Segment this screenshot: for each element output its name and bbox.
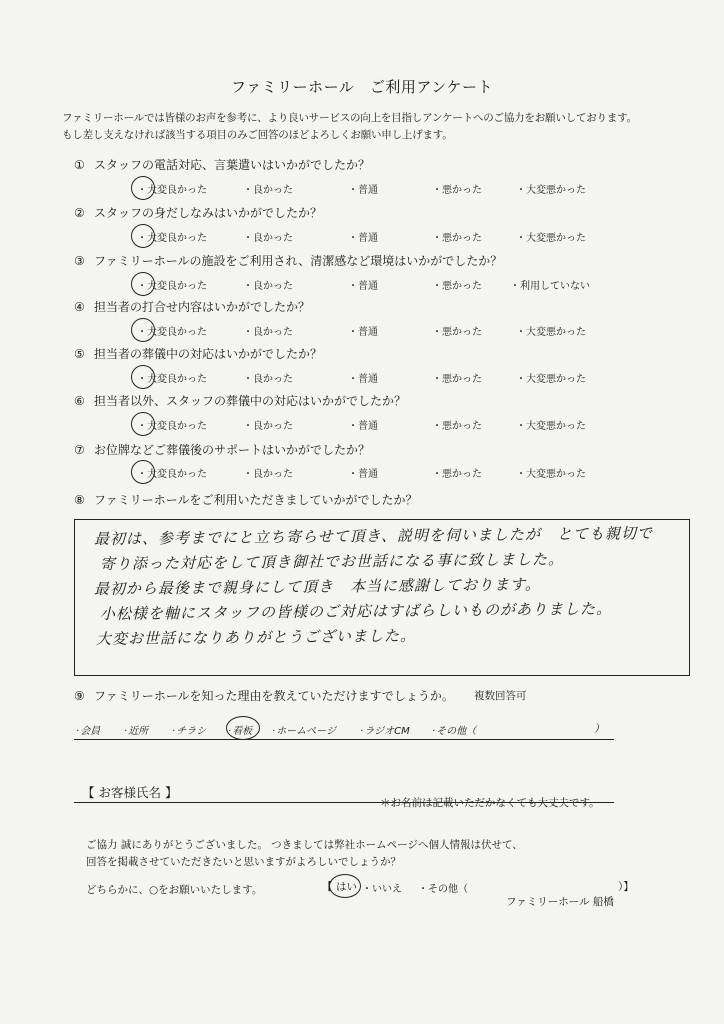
- q6-option-5[interactable]: ・ 大変悪かった: [516, 417, 586, 432]
- q4-option-4[interactable]: ・ 悪かった: [432, 323, 482, 338]
- q6-option-2[interactable]: ・ 良かった: [243, 417, 293, 432]
- q2-option-1[interactable]: ・ 大変良かった: [137, 229, 207, 244]
- consent-prompt: どちらかに、○をお願いいたします。: [86, 884, 263, 896]
- question-4-number: ④: [74, 300, 85, 314]
- q3-option-3[interactable]: ・ 普通: [348, 277, 378, 292]
- q5-option-2[interactable]: ・ 良かった: [243, 370, 293, 385]
- question-1-text: スタッフの電話対応、言葉遣いはいかがでしたか？: [94, 158, 371, 172]
- q9-option-signboard[interactable]: · 看板: [228, 722, 252, 737]
- closing-line-1: ご協力 誠にありがとうございました。 つきましては弊社ホームページへ個人情報は伏せて、: [86, 839, 523, 851]
- consent-bracket-open: 【: [322, 881, 333, 893]
- q6-option-4[interactable]: ・ 悪かった: [432, 417, 482, 432]
- q7-option-3[interactable]: ・ 普通: [348, 465, 378, 480]
- q3-option-2[interactable]: ・ 良かった: [243, 277, 293, 292]
- question-6-number: ⑥: [74, 394, 85, 408]
- question-3-number: ③: [74, 254, 85, 268]
- q6-option-1[interactable]: ・ 大変良かった: [137, 417, 207, 432]
- q7-option-5[interactable]: ・ 大変悪かった: [516, 465, 586, 480]
- q9-option-radio-cm[interactable]: · ラジオCM: [360, 722, 410, 737]
- q7-option-2[interactable]: ・ 良かった: [243, 465, 293, 480]
- q3-option-5[interactable]: ・ 利用していない: [510, 277, 590, 292]
- q9-option-member[interactable]: · 会員: [76, 722, 100, 737]
- q1-selected-circle: [131, 176, 155, 200]
- q9-option-other[interactable]: · その他（: [432, 722, 476, 737]
- question-4-text: 担当者の打合せ内容はいかがでしたか？: [94, 300, 311, 314]
- q9-option-nearby[interactable]: · 近所: [124, 722, 148, 737]
- question-6: [74, 392, 406, 409]
- consent-other[interactable]: ・ その他（: [418, 880, 468, 895]
- question-5-number: ⑤: [74, 347, 85, 361]
- multiple-answers-note: 複数回答可: [474, 690, 527, 702]
- q1-option-2[interactable]: ・ 良かった: [243, 181, 293, 196]
- closing-line-2: 回答を掲載させていただきたいと思いますがよろしいでしょうか？: [86, 856, 401, 868]
- q9-selected-circle: [226, 716, 260, 740]
- q2-option-2[interactable]: ・ 良かった: [243, 229, 293, 244]
- question-8-number: ⑧: [74, 493, 85, 507]
- q7-option-1[interactable]: ・ 大変良かった: [137, 465, 207, 480]
- intro-line-2: もし差し支えなければ該当する項目のみご回答のほどよろしくお願い申し上げます。: [62, 129, 453, 141]
- q5-option-4[interactable]: ・ 悪かった: [432, 370, 482, 385]
- q2-option-5[interactable]: ・ 大変悪かった: [516, 229, 586, 244]
- question-6-text: 担当者以外、スタッフの葬儀中の対応はいかがでしたか？: [94, 394, 407, 408]
- q9-underline: [74, 739, 614, 740]
- intro-line-1: ファミリーホールでは皆様のお声を参考に、より良いサービスの向上を目指しアンケートへのご協力をお願いしております。: [62, 112, 637, 124]
- question-2: [74, 204, 322, 221]
- question-5: [74, 345, 322, 362]
- q1-option-3[interactable]: ・ 普通: [348, 181, 378, 196]
- consent-no[interactable]: ・ いいえ: [362, 880, 402, 895]
- question-7-number: ⑦: [74, 443, 85, 457]
- q3-option-1[interactable]: ・ 大変良かった: [137, 277, 207, 292]
- question-8: [74, 491, 418, 508]
- q4-selected-circle: [131, 318, 155, 342]
- customer-name-label: 【 お客様氏名 】: [82, 785, 178, 800]
- question-1-number: ①: [74, 158, 85, 172]
- page-title: ファミリーホール ご利用アンケート: [230, 78, 493, 96]
- q2-option-3[interactable]: ・ 普通: [348, 229, 378, 244]
- consent-selected-circle: [329, 874, 361, 898]
- question-3-text: ファミリーホールの施設をご利用され、清潔感など環境はいかがでしたか？: [94, 254, 503, 268]
- q4-option-2[interactable]: ・ 良かった: [243, 323, 293, 338]
- consent-yes[interactable]: はい: [336, 881, 357, 893]
- question-2-number: ②: [74, 206, 85, 220]
- q6-selected-circle: [131, 412, 155, 436]
- question-9-text: ファミリーホールを知った理由を教えていただけますでしょうか。: [94, 689, 454, 703]
- question-3: [74, 252, 502, 269]
- comment-line-3: 最初から最後まで親身にして頂き 本当に感謝しております。: [93, 575, 541, 598]
- q4-option-3[interactable]: ・ 普通: [348, 323, 378, 338]
- q6-option-3[interactable]: ・ 普通: [348, 417, 378, 432]
- q9-option-homepage[interactable]: · ホームページ: [272, 722, 336, 737]
- q1-option-1[interactable]: ・ 大変良かった: [137, 181, 207, 196]
- question-5-text: 担当者の葬儀中の対応はいかがでしたか？: [94, 347, 323, 361]
- q9-other-close: ）: [594, 723, 605, 735]
- q1-option-5[interactable]: ・ 大変悪かった: [516, 181, 586, 196]
- question-9-number: ⑨: [74, 689, 85, 703]
- q9-option-flyer[interactable]: · チラシ: [172, 722, 206, 737]
- q7-option-4[interactable]: ・ 悪かった: [432, 465, 482, 480]
- q4-option-5[interactable]: ・ 大変悪かった: [516, 323, 586, 338]
- q4-option-1[interactable]: ・ 大変良かった: [137, 323, 207, 338]
- q3-selected-circle: [131, 272, 155, 296]
- q5-option-1[interactable]: ・ 大変良かった: [137, 370, 207, 385]
- q1-option-4[interactable]: ・ 悪かった: [432, 181, 482, 196]
- consent-bracket-close: ）】: [618, 881, 634, 893]
- q3-option-4[interactable]: ・ 悪かった: [432, 277, 482, 292]
- comment-line-2: 寄り添った対応をして頂き御社でお世話になる事に致しました。: [99, 550, 565, 573]
- question-8-text: ファミリーホールをご利用いただきましていかがでしたか？: [94, 493, 418, 507]
- name-optional-note: ＊お名前は記載いただかなくても大丈夫です。: [380, 797, 600, 809]
- question-9: [74, 687, 454, 704]
- question-4: [74, 298, 310, 315]
- signature: ファミリーホール 船橋: [506, 896, 614, 908]
- q2-selected-circle: [131, 224, 155, 248]
- question-1: [74, 156, 370, 173]
- comment-line-4: 小松様を軸にスタッフの皆様のご対応はすばらしいものがありました。: [99, 599, 613, 623]
- q5-selected-circle: [131, 365, 155, 389]
- q2-option-4[interactable]: ・ 悪かった: [432, 229, 482, 244]
- q5-option-3[interactable]: ・ 普通: [348, 370, 378, 385]
- question-7-text: お位牌などご葬儀後のサポートはいかがでしたか？: [94, 443, 371, 457]
- q7-selected-circle: [131, 460, 155, 484]
- q5-option-5[interactable]: ・ 大変悪かった: [516, 370, 586, 385]
- comment-line-1: 最初は、参考までにと立ち寄らせて頂き、説明を伺いましたが とても親切で: [93, 524, 654, 548]
- comment-line-5: 大変お世話になりありがとうございました。: [95, 626, 417, 648]
- question-7: [74, 441, 370, 458]
- question-2-text: スタッフの身だしなみはいかがでしたか？: [94, 206, 323, 220]
